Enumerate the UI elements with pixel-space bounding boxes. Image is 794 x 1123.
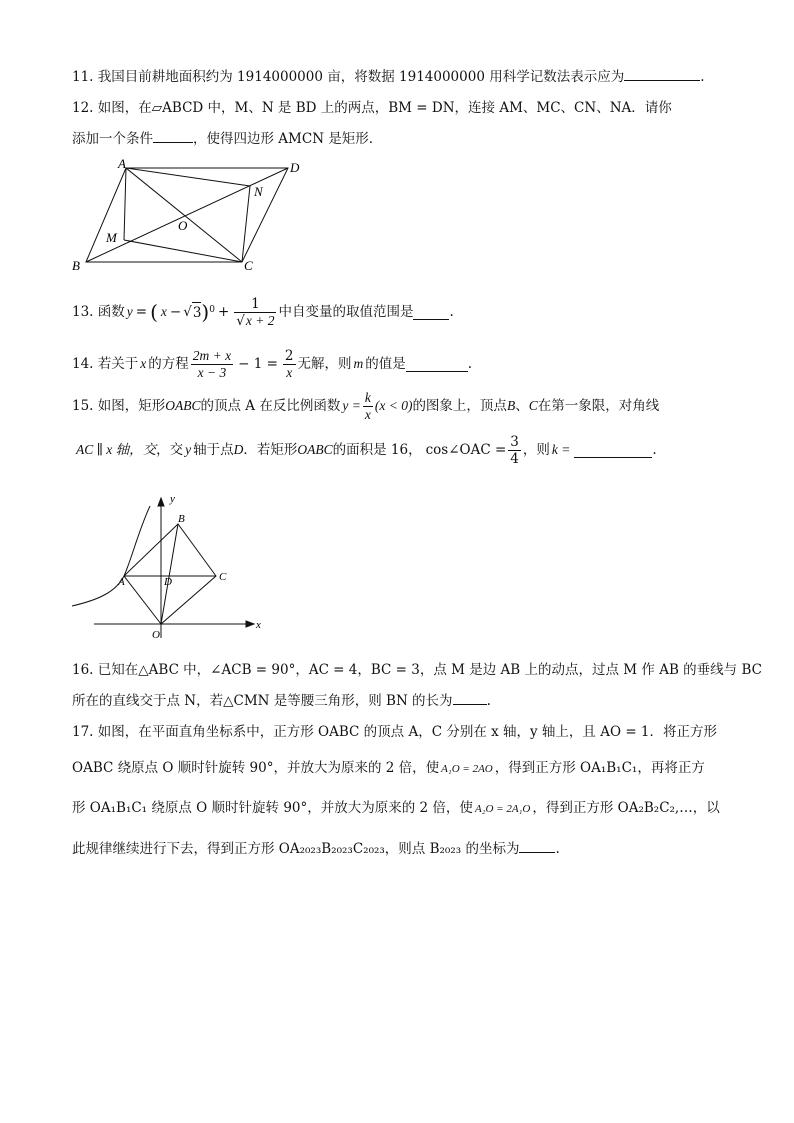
q13-answer-blank[interactable] [413, 305, 449, 320]
q12-line2a: 添加一个条件 [72, 131, 153, 147]
q12-line1: 12. 如图，在▱ABCD 中，M、N 是 BD 上的两点，BM = DN，连接 AM、MC、CN、NA．请你 [72, 100, 672, 116]
q13-paren-open: ( [150, 300, 158, 324]
q13-end: . [449, 304, 454, 320]
q14-suffix: 无解，则 [297, 356, 352, 372]
q12-line2b: ，使得四边形 AMCN 是矩形． [193, 131, 383, 147]
hyperbola-curve [72, 506, 150, 606]
q16-answer-blank[interactable] [453, 690, 487, 705]
q15-cos-fraction [508, 434, 521, 467]
q11-answer-blank[interactable] [624, 66, 700, 81]
q13-num: 1 [234, 296, 276, 313]
q15-line2d: 的面积是 16， [332, 442, 422, 458]
label-b: B [72, 258, 80, 273]
q13-fraction: $\frac{1}{√x + 2}$ [236, 295, 275, 329]
q14-num-right: 2 [284, 347, 294, 364]
q17-line2eq: A₁O = 2AO [441, 763, 493, 775]
q14-den-right: x [286, 364, 293, 380]
diagonal-ob [161, 524, 178, 624]
q16-line2: 所在的直线交于点 N，若△CMN 是等腰三角形，则 BN 的长为 [72, 693, 453, 709]
point-label-o: O [152, 629, 160, 641]
q15-line1a: 15. 如图，矩形 [72, 398, 166, 414]
q13-plus: + [217, 304, 230, 320]
q13-den: x + 2 [245, 312, 275, 328]
axis-label-y: y [170, 493, 175, 505]
q13-y: y [126, 304, 133, 319]
y-axis-arrow [158, 498, 164, 506]
question-14 [72, 346, 726, 382]
q14-den-left: x − 3 [197, 364, 227, 380]
q15-line1d: 在第一象限，对角线 [537, 398, 660, 414]
q15-cos: cos∠OAC = [425, 442, 507, 458]
q15-line2-y-wrap: ，交 [156, 442, 184, 458]
label-d: D [290, 160, 300, 175]
point-label-b: B [178, 513, 185, 525]
q16-end: . [486, 693, 491, 709]
diagonal-bd [86, 168, 288, 262]
question-15 [72, 388, 726, 468]
q15-den4: 4 [510, 450, 519, 467]
question-12 [72, 98, 726, 148]
question-11 [72, 66, 726, 86]
q14-prefix: 14. 若关于 [72, 356, 139, 372]
q15-xden: x [364, 406, 371, 422]
q15-coordinate-figure [68, 492, 268, 642]
q14-right-fraction [283, 348, 296, 381]
q15-ykx: y = [342, 398, 361, 413]
q17-line3a: 形 OA₁B₁C₁ 绕原点 O 顺时针旋转 90°，并放大为原来的 2 倍，使 [72, 800, 473, 816]
q15-k: k [364, 389, 371, 405]
label-m: M [106, 230, 117, 245]
q17-line3b: ，得到正方形 OA₂B₂C₂,…，以 [532, 800, 720, 816]
q17-line1: 17. 如图，在平面直角坐标系中，正方形 OABC 的顶点 A，C 分别在 x 轴，y 轴上，且 AO = 1．将正方形 [72, 724, 718, 740]
q15-c: C [528, 398, 538, 413]
label-n: N [254, 184, 263, 199]
q14-num-left: 2m + x [192, 347, 232, 363]
q17-line4: 此规律继续进行下去，得到正方形 OA₂₀₂₃B₂₀₂₃C₂₀₂₃，则点 B₂₀₂₃ 的坐标为 [72, 841, 520, 857]
q12-answer-blank[interactable] [153, 128, 193, 143]
q15-oabc: OABC [165, 398, 201, 413]
q15-num3: 3 [510, 433, 519, 450]
q15-b: B [506, 398, 516, 413]
point-label-a: A [118, 576, 125, 588]
q15-line2b: 轴于点 [193, 442, 234, 458]
q15-line2c: ．若矩形 [243, 442, 298, 458]
q15-kk: k = [551, 442, 571, 457]
q17-line2a: OABC 绕原点 O 顺时针旋转 90°，并放大为原来的 2 倍，使 [72, 760, 440, 776]
q13-eq: = [135, 304, 148, 320]
q14-x: x [140, 356, 147, 371]
q16-line1: 16. 已知在△ABC 中，∠ACB = 90°，AC = 4，BC = 3，点 M 是边 AB 上的动点，过点 M 作 AB 的垂线与 BC [72, 662, 762, 678]
question-13: 13. 函数 y = ( x − √ 3 ) 0 + $\frac{1}{√x + 2}$ 中自变量的取值范围是 . [72, 295, 454, 329]
label-a: A [118, 156, 126, 171]
q13-prefix: 13. 函数 [72, 304, 125, 320]
q17-line2b: ，得到正方形 OA₁B₁C₁，再将正方 [494, 760, 705, 776]
q11-end: . [700, 69, 705, 85]
q15-cond: (x < 0) [374, 398, 413, 413]
question-16 [72, 660, 762, 710]
q15-d: D [233, 442, 244, 457]
q14-minus-one: − 1 = [238, 356, 278, 372]
point-label-c: C [219, 571, 227, 583]
q17-end: . [555, 841, 560, 857]
q13-paren-close: ) [201, 300, 210, 324]
q12-parallelogram-figure [66, 156, 306, 274]
point-label-d: D [164, 576, 172, 588]
q15-line2a: AC ∥ x 轴，交 [76, 442, 157, 457]
q14-suffix2: 的值是 [365, 356, 406, 372]
segment-mc [124, 240, 242, 262]
q15-oabc-2: OABC [297, 442, 333, 457]
q15-answer-blank[interactable] [574, 443, 652, 458]
q15-line1b: 的顶点 A 在反比例函数 [200, 398, 341, 414]
q13-exp0: 0 [209, 305, 215, 315]
segment-am [124, 168, 126, 240]
q14-end: . [467, 356, 473, 372]
q14-mid: 的方程 [148, 356, 189, 372]
q17-answer-blank[interactable] [519, 838, 555, 853]
q11-text: 11. 我国目前耕地面积约为 1914000000 亩，将数据 1914000000 用科学记数法表示应为 [72, 69, 625, 85]
question-17 [72, 722, 726, 862]
q13-minus: − [169, 304, 182, 320]
q15-end: . [652, 442, 657, 458]
q13-sqrt3: 3 [192, 302, 202, 323]
q14-answer-blank[interactable] [406, 357, 468, 372]
q15-sep: 、 [515, 398, 529, 414]
x-axis-arrow [246, 621, 254, 627]
q13-x: x [160, 304, 167, 319]
axis-label-x: x [256, 619, 261, 631]
q15-k-fraction [363, 390, 373, 423]
segment-nc [242, 186, 250, 262]
q14-m: m [353, 356, 364, 371]
q13-suffix: 中自变量的取值范围是 [278, 304, 414, 320]
label-c: C [244, 258, 253, 273]
q14-left-fraction [191, 348, 233, 381]
q17-line3eq: A₂O = 2A₁O [474, 803, 531, 815]
q15-line2y: y [185, 442, 192, 457]
label-o: O [178, 218, 188, 233]
q15-line1c: 的图象上，顶点 [412, 398, 507, 414]
q15-line2e: ，则 [522, 442, 550, 458]
